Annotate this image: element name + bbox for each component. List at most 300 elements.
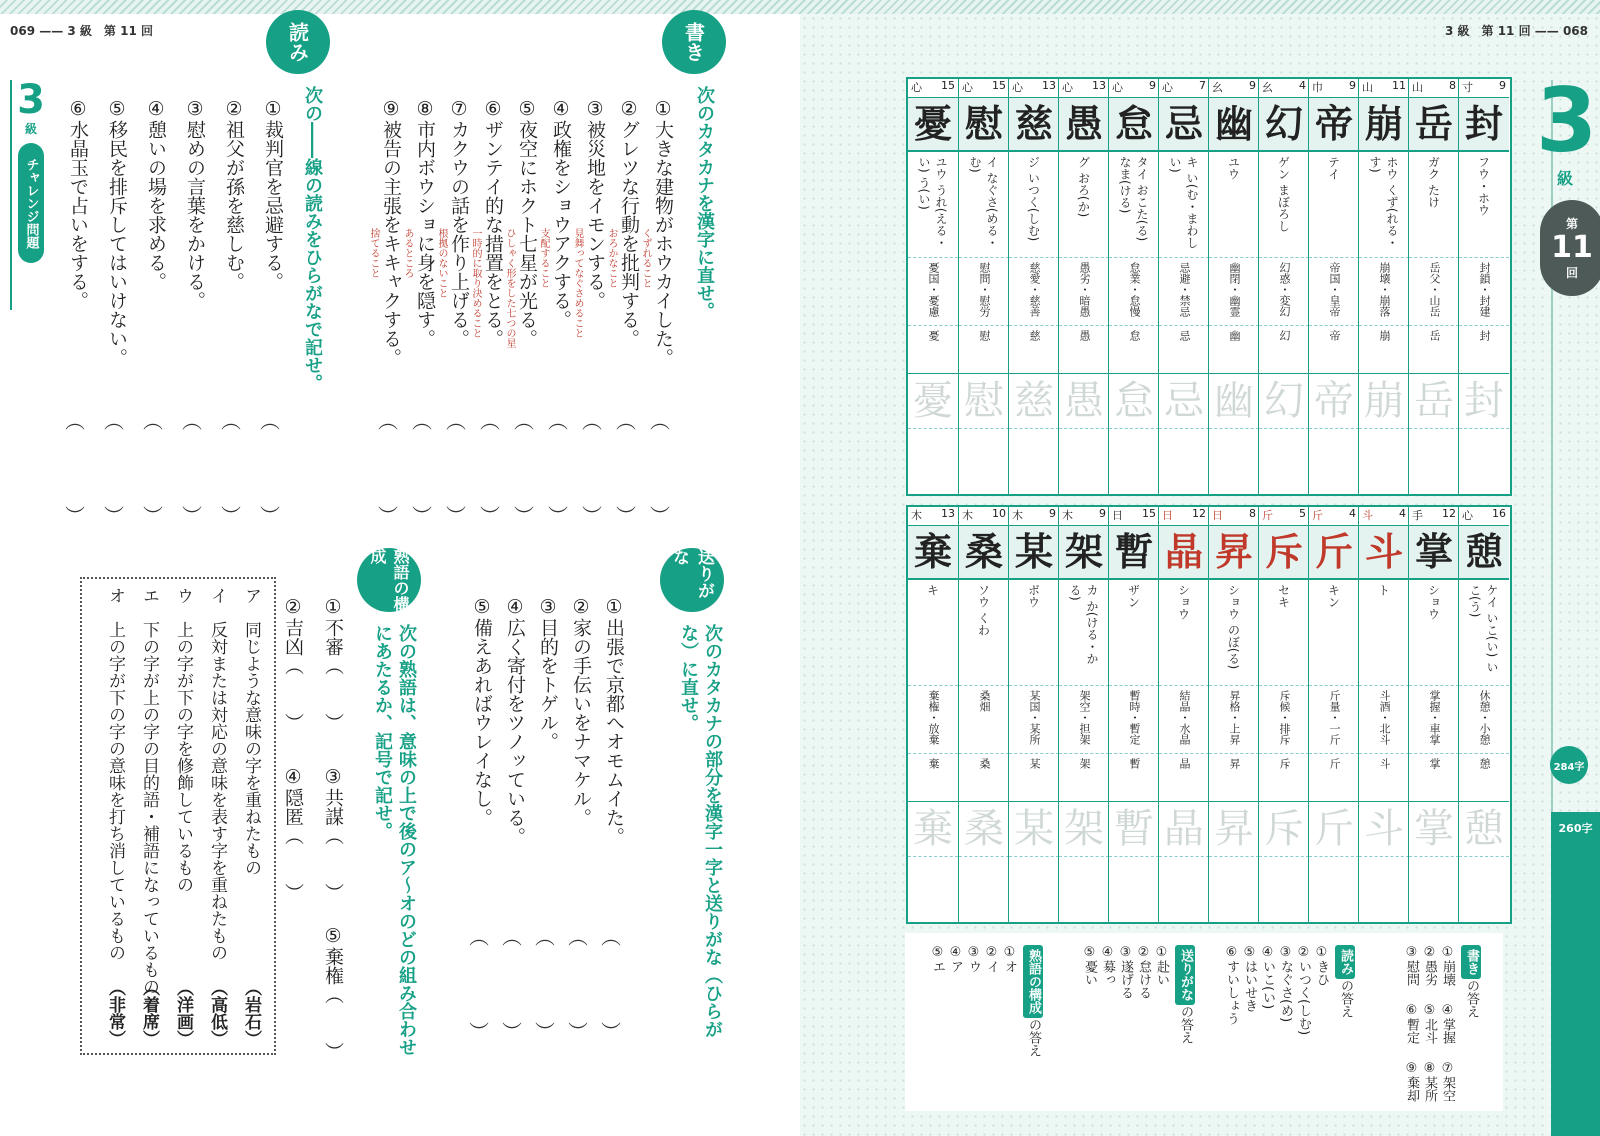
kanji-stroke-order: [1109, 326, 1159, 374]
kanji-examples: [1459, 258, 1509, 326]
kanji-character: 慈: [1009, 98, 1059, 152]
answer-okuri-3: ③遂げる: [1118, 945, 1133, 999]
kanji-examples-text: 昇格・上昇: [1228, 690, 1241, 745]
kaki-answer-paren-open: ︵: [446, 409, 466, 433]
kanji-practice-cell: [1059, 429, 1109, 475]
kanji_bottom-column-4: [1058, 507, 1109, 922]
kaki-answer-paren-open: ︵: [650, 409, 670, 433]
yomi-question-text: 移民を排斥してはいけない。: [106, 120, 128, 367]
stroke-order-glyph: 岳: [1428, 330, 1441, 341]
answer-label-sub: の答え: [1026, 1018, 1041, 1057]
kanji-practice-cell: [1309, 857, 1359, 903]
kanji-reading: [1259, 152, 1309, 258]
choice-example: （高低）: [207, 979, 227, 1047]
kanji-strokes: 16: [1492, 507, 1506, 520]
choice-key: イ: [207, 587, 227, 621]
kanji-examples-text: 帝国・皇帝: [1328, 262, 1341, 317]
kanji-radical: 手: [1412, 509, 1423, 522]
kanji-practice-cell: [1109, 429, 1159, 475]
answer-jukugo-3: ③ウ: [966, 945, 981, 973]
count-284-badge: 284字: [1550, 746, 1588, 784]
jukugo-question-number: ①: [322, 596, 344, 618]
kanji-reading: [1209, 580, 1259, 686]
kanji-header: [1259, 507, 1309, 526]
kanji-header: [1159, 507, 1209, 526]
okuri-question-number: ③: [537, 596, 559, 618]
kanji-header: [1409, 507, 1459, 526]
kanji-strokes: 8: [1449, 79, 1456, 92]
kanji-radical: 山: [1412, 81, 1423, 94]
kaki-question-note: 見舞ってなぐさめること: [572, 228, 583, 338]
yomi-answer-paren-open: ︵: [143, 409, 163, 433]
kanji-practice-cell: [1159, 429, 1209, 475]
kaki-question-text: グレツな行動を批判する。: [618, 120, 640, 348]
kanji-examples: [1409, 686, 1459, 754]
okuri-answer-paren-open: ︵: [601, 925, 621, 949]
choice-text: 上の字が下の字を修飾しているもの: [173, 621, 193, 893]
kanji-character: 斥: [1259, 526, 1309, 580]
kanji-character: 慰: [959, 98, 1009, 152]
kanji-examples: [1009, 258, 1059, 326]
kanji-strokes: 9: [1099, 507, 1106, 520]
answer-okuri-4: ④募っ: [1100, 945, 1115, 986]
kanji-examples-text: 慈愛・慈善: [1028, 262, 1041, 317]
kanji-strokes: 13: [1092, 79, 1106, 92]
answer-kaki-1: ①崩壊: [1440, 945, 1455, 986]
kanji_top-column-9: [1308, 79, 1359, 494]
kanji-examples-text: 幽閉・幽霊: [1228, 262, 1241, 317]
answer-jukugo-4: ④ア: [948, 945, 963, 973]
kanji-stroke-order: [1009, 754, 1059, 802]
kaki-question-9: [380, 98, 402, 367]
round-badge: [1540, 200, 1600, 296]
kanji-radical: 幺: [1262, 81, 1273, 94]
kanji-header: [1459, 507, 1509, 526]
kanji-trace-guide: 怠: [1109, 374, 1159, 429]
jukugo-question-5: [322, 925, 344, 1061]
stroke-order-glyph: 斗: [1378, 758, 1391, 769]
kanji-header: [1159, 79, 1209, 98]
okuri-answer-paren-open: ︵: [502, 925, 522, 949]
jukugo-question-number: ②: [282, 596, 304, 618]
kanji-practice-cell: [1009, 857, 1059, 903]
kanji-header: [1109, 507, 1159, 526]
choice-example: （着席）: [139, 979, 159, 1047]
kaki-question-number: ⑨: [380, 98, 402, 120]
kaki-question-number: ⑧: [414, 98, 436, 120]
stroke-order-glyph: 怠: [1128, 330, 1141, 341]
okuri-answer-paren-close: ︶: [469, 1020, 489, 1044]
stroke-order-glyph: 封: [1478, 330, 1491, 341]
kanji-reading-text: キン: [1326, 584, 1341, 608]
okuri-question-4: [504, 596, 526, 846]
kanji-reading-text: キ: [925, 584, 940, 596]
kanji-practice-cell: [959, 429, 1009, 475]
kanji-stroke-order: [1209, 754, 1259, 802]
kanji-strokes: 15: [1142, 507, 1156, 520]
kanji-reading-text: ショウ: [1426, 584, 1441, 620]
jukugo-question-text: 吉凶（ ）: [282, 618, 304, 732]
kanji-character: 某: [1009, 526, 1059, 580]
okuri-question-text: 備えあればウレイなし。: [471, 618, 493, 827]
kanji-reading: [1009, 152, 1059, 258]
right-level-kyu: 級: [1557, 169, 1574, 188]
kanji-reading: [1309, 152, 1359, 258]
stroke-order-glyph: 幽: [1228, 330, 1241, 341]
kanji-practice-cell: [1259, 429, 1309, 475]
kanji-character: 忌: [1159, 98, 1209, 152]
kanji-strokes: 9: [1149, 79, 1156, 92]
answer-label-text: 送りがな: [1175, 945, 1195, 1005]
kanji-trace-guide: 棄: [908, 802, 958, 857]
kanji_bottom-column-7: [1208, 507, 1259, 922]
okuri-question-2: [570, 596, 592, 827]
kaki-answer-paren-open: ︵: [480, 409, 500, 433]
stroke-order-glyph: 昇: [1228, 758, 1241, 769]
level-kyu: 級: [24, 122, 37, 136]
answer-jukugo-2: ②イ: [984, 945, 999, 973]
choice-example: （非常）: [105, 979, 125, 1047]
kanji-examples-text: 愚劣・暗愚: [1078, 262, 1091, 317]
kanji-strokes: 13: [1042, 79, 1056, 92]
kaki-question-note: くずれること: [640, 228, 651, 288]
answer-kaki-9: ⑨棄却: [1404, 1061, 1419, 1102]
kaki-answer-paren-close: ︶: [480, 504, 500, 528]
answer-kaki-4: ④掌握: [1440, 1003, 1455, 1044]
kanji-trace-guide: 斥: [1259, 802, 1309, 857]
kanji-table-top: [906, 77, 1512, 496]
choice-text: 上の字が下の字の意味を打ち消しているもの: [105, 621, 125, 961]
okuri-question-text: 目的をトゲル。: [537, 618, 559, 751]
kaki-question-6: [482, 98, 504, 348]
answer-jukugo-label: [1023, 945, 1043, 1057]
yomi-question-5: [106, 98, 128, 367]
stroke-order-glyph: 崩: [1378, 330, 1391, 341]
kanji-character: 愚: [1059, 98, 1109, 152]
kanji-reading: [1359, 152, 1409, 258]
choice-text: 下の字が上の字の目的語・補語になっているもの: [139, 621, 159, 995]
round-number: 11: [1551, 230, 1593, 265]
jukugo-question-text: 隠匿（ ）: [282, 788, 304, 902]
kanji-reading: [1059, 580, 1109, 686]
jukugo-choice-5: [104, 587, 125, 961]
kanji-character: 帝: [1309, 98, 1359, 152]
kanji-character: 暫: [1109, 526, 1159, 580]
kanji_bottom-column-10: [1358, 507, 1409, 922]
answer-kaki-label: [1461, 945, 1481, 1018]
kanji-reading-text: グ おろ(か): [1076, 156, 1091, 218]
yomi-question-2: [223, 98, 245, 291]
yomi-question-text: 憩いの場を求める。: [145, 120, 167, 291]
kanji-examples: [1109, 258, 1159, 326]
kanji-stroke-order: [1159, 754, 1209, 802]
jukugo-question-text: 共謀（ ）: [322, 788, 344, 902]
kanji_top-column-6: [1158, 79, 1209, 494]
stroke-order-glyph: 憂: [927, 330, 940, 341]
kanji-reading-text: ホウ くず(れる・す): [1368, 156, 1399, 249]
kanji-reading: [959, 580, 1009, 686]
answer-jukugo-5: ⑤エ: [930, 945, 945, 973]
yomi-answer-paren-close: ︶: [104, 504, 124, 528]
kanji-radical: 木: [911, 509, 922, 522]
kanji-character: 棄: [908, 526, 958, 580]
kanji-character: 桑: [959, 526, 1009, 580]
kaki-question-text: 被災地をイモンする。: [584, 120, 606, 310]
kanji-strokes: 13: [941, 507, 955, 520]
kaki-answer-paren-open: ︵: [616, 409, 636, 433]
kanji-radical: 幺: [1212, 81, 1223, 94]
kanji-radical: 木: [962, 509, 973, 522]
kanji-character: 憩: [1459, 526, 1509, 580]
okuri-answer-paren-open: ︵: [535, 925, 555, 949]
kanji_top-column-11: [1408, 79, 1459, 494]
kanji-character: 怠: [1109, 98, 1159, 152]
kanji-reading-text: ユウ: [1226, 156, 1241, 180]
kanji-strokes: 4: [1299, 79, 1306, 92]
kanji-examples: [959, 258, 1009, 326]
level-side-tab: [10, 77, 50, 310]
kanji-stroke-order: [1359, 326, 1409, 374]
kanji-examples-text: 斤量・一斤: [1328, 690, 1341, 745]
kanji-trace-guide: 慈: [1009, 374, 1059, 429]
kaki-question-2: [618, 98, 640, 348]
kanji-examples: [1159, 258, 1209, 326]
kanji-practice-cell: [1209, 429, 1259, 475]
kanji-strokes: 4: [1349, 507, 1356, 520]
kanji-strokes: 7: [1199, 79, 1206, 92]
kanji-examples: [908, 258, 958, 326]
stroke-order-glyph: 掌: [1428, 758, 1441, 769]
kanji-stroke-order: [1409, 754, 1459, 802]
kanji-header: [1209, 79, 1259, 98]
kanji-practice-cell: [1409, 857, 1459, 903]
kanji-strokes: 9: [1499, 79, 1506, 92]
kanji-examples-text: 忌避・禁忌: [1178, 262, 1191, 317]
kaki-question-note: ひしゃく形をした七つの星: [504, 228, 515, 348]
kaki-answer-paren-close: ︶: [514, 504, 534, 528]
kanji-header: [1359, 79, 1409, 98]
kanji-strokes: 9: [1349, 79, 1356, 92]
kanji-trace-guide: 帝: [1309, 374, 1359, 429]
kaki-question-8: [414, 98, 436, 348]
answer-jukugo-1: ①オ: [1002, 945, 1017, 973]
okuri-question-text: 広く寄付をツノッている。: [504, 618, 526, 846]
yomi-answer-paren-open: ︵: [182, 409, 202, 433]
stroke-order-glyph: 慈: [1028, 330, 1041, 341]
stroke-order-glyph: 暫: [1128, 758, 1141, 769]
answer-kaki-7: ⑦架空: [1440, 1061, 1455, 1102]
okuri-question-1: [603, 596, 625, 846]
kanji-reading: [1109, 152, 1159, 258]
kaki-instruction: 次のカタカナを漢字に直せ。: [694, 86, 715, 320]
kanji-reading-text: セキ: [1276, 584, 1291, 608]
yomi-answer-paren-close: ︶: [221, 504, 241, 528]
kanji-examples-text: 怠業・怠慢: [1128, 262, 1141, 317]
kaki-question-text: 大きな建物がホウカイした。: [652, 120, 674, 367]
yomi-question-1: [262, 98, 284, 291]
kanji-header: [908, 79, 958, 98]
answer-label-text: 書き: [1461, 945, 1481, 979]
stroke-order-glyph: 架: [1078, 758, 1091, 769]
kanji-strokes: 15: [992, 79, 1006, 92]
kaki-answer-paren-close: ︶: [378, 504, 398, 528]
kanji-reading: [1259, 580, 1309, 686]
kanji-trace-guide: 某: [1009, 802, 1059, 857]
answer-yomi-5: ⑤はいせき: [1242, 945, 1257, 1012]
kanji-stroke-order: [1009, 326, 1059, 374]
kanji-strokes: 12: [1442, 507, 1456, 520]
kanji-reading: [1359, 580, 1409, 686]
kanji-examples-text: 休憩・小憩: [1478, 690, 1491, 745]
kanji-character: 晶: [1159, 526, 1209, 580]
kanji-reading-text: ソウ くわ: [976, 584, 991, 636]
kanji-examples: [1259, 258, 1309, 326]
kanji-practice-cell: [1359, 429, 1409, 475]
okuri-question-text: 家の手伝いをナマケル。: [570, 618, 592, 827]
kanji-character: 封: [1459, 98, 1509, 152]
kanji-character: 斤: [1309, 526, 1359, 580]
kanji-strokes: 12: [1192, 507, 1206, 520]
okuri-question-3: [537, 596, 559, 751]
kanji-examples-text: 慰問・慰労: [978, 262, 991, 317]
jukugo-choice-2: [206, 587, 227, 961]
kaki-question-note: 捨てること: [368, 228, 379, 278]
kanji-reading: [1159, 580, 1209, 686]
kanji-header: [908, 507, 958, 526]
kanji-reading-text: ケイ いこ(い) いこ(う): [1468, 584, 1499, 673]
choice-key: エ: [139, 587, 159, 621]
kanji-radical: 寸: [1462, 81, 1473, 94]
kanji-examples-text: 暫時・暫定: [1128, 690, 1141, 745]
answer-okuri-label: [1175, 945, 1195, 1044]
kaki-question-note: おろかなこと: [606, 228, 617, 288]
kanji-radical: 山: [1362, 81, 1373, 94]
kanji-examples-text: 岳父・山岳: [1428, 262, 1441, 317]
stroke-order-glyph: 某: [1028, 758, 1041, 769]
kanji-radical: 日: [1212, 509, 1223, 522]
okuri-question-number: ①: [603, 596, 625, 618]
kanji-practice-cell: [1259, 857, 1309, 903]
kanji-examples: [1209, 686, 1259, 754]
kanji-examples: [1359, 686, 1409, 754]
answer-okuri-2: ②怠ける: [1136, 945, 1151, 999]
kaki-question-number: ②: [618, 98, 640, 120]
kaki-answer-paren-close: ︶: [582, 504, 602, 528]
kanji-examples: [1359, 258, 1409, 326]
kanji-radical: 心: [1162, 81, 1173, 94]
kanji_bottom-column-1: [908, 507, 958, 922]
kaki-answer-paren-open: ︵: [582, 409, 602, 433]
yomi-answer-paren-close: ︶: [182, 504, 202, 528]
stroke-order-glyph: 帝: [1328, 330, 1341, 341]
kanji-radical: 巾: [1312, 81, 1323, 94]
yomi-answer-paren-open: ︵: [65, 409, 85, 433]
kanji-examples-text: 桑畑: [978, 690, 991, 712]
kanji-reading: [1159, 152, 1209, 258]
kanji-examples-text: 斗酒・北斗: [1378, 690, 1391, 745]
kanji-examples: [1459, 686, 1509, 754]
jukugo-question-4: [282, 766, 304, 902]
yomi-question-number: ⑥: [67, 98, 89, 120]
kaki-answer-paren-open: ︵: [378, 409, 398, 433]
yomi-question-number: ③: [184, 98, 206, 120]
kanji-stroke-order: [1109, 754, 1159, 802]
kanji-reading: [908, 152, 958, 258]
yomi-answer-paren-close: ︶: [260, 504, 280, 528]
kanji-character: 架: [1059, 526, 1109, 580]
answer-kaki-3: ③慰問: [1404, 945, 1419, 986]
section-okuri-circle: 送りがな: [660, 548, 724, 612]
okuri-answer-paren-close: ︶: [601, 1020, 621, 1044]
stroke-order-glyph: 憩: [1478, 758, 1491, 769]
kanji_bottom-column-11: [1408, 507, 1459, 922]
answer-label-text: 読み: [1335, 945, 1355, 979]
kanji_bottom-column-6: [1158, 507, 1209, 922]
kanji_top-column-1: [908, 79, 958, 494]
jukugo-question-number: ③: [322, 766, 344, 788]
kanji-examples: [1009, 686, 1059, 754]
kanji-examples: [1159, 686, 1209, 754]
kaki-question-text: 夜空にホクト七星が光る。: [516, 120, 538, 348]
kanji-practice-cell: [1159, 857, 1209, 903]
okuri-answer-paren-close: ︶: [502, 1020, 522, 1044]
okuri-answer-paren-open: ︵: [469, 925, 489, 949]
kanji-reading-text: ボウ: [1026, 584, 1041, 608]
kanji-radical: 木: [1062, 509, 1073, 522]
kanji-header: [1009, 507, 1059, 526]
kanji-reading-text: テイ: [1326, 156, 1341, 180]
kanji-header: [1459, 79, 1509, 98]
okuri-answer-paren-open: ︵: [568, 925, 588, 949]
kaki-question-3: [584, 98, 606, 310]
kanji-stroke-order: [1259, 326, 1309, 374]
kanji-examples-text: 崩壊・崩落: [1378, 262, 1391, 317]
kaki-question-1: [652, 98, 674, 367]
kaki-question-number: ④: [550, 98, 572, 120]
kanji_bottom-column-2: [958, 507, 1009, 922]
stroke-order-glyph: 桑: [978, 758, 991, 769]
jukugo-choices-box: [80, 577, 276, 1055]
kaki-question-note: 支配すること: [538, 228, 549, 288]
answer-kaki-2: ②愚劣: [1422, 945, 1437, 986]
kanji-character: 幻: [1259, 98, 1309, 152]
yomi-question-text: 裁判官を忌避する。: [262, 120, 284, 291]
kanji-radical: 木: [1012, 509, 1023, 522]
kanji-trace-guide: 昇: [1209, 802, 1259, 857]
stroke-order-glyph: 斥: [1278, 758, 1291, 769]
kanji-strokes: 5: [1299, 507, 1306, 520]
running-head-right: 3 級 第 11 回 —— 068: [1445, 24, 1588, 38]
kanji-reading-text: ゲン まぼろし: [1276, 156, 1291, 232]
kaki-answer-paren-close: ︶: [446, 504, 466, 528]
kanji-examples: [959, 686, 1009, 754]
kaki-answer-paren-open: ︵: [412, 409, 432, 433]
kanji-examples: [1209, 258, 1259, 326]
kaki-answer-paren-open: ︵: [514, 409, 534, 433]
yomi-question-3: [184, 98, 206, 310]
stroke-order-glyph: 幻: [1278, 330, 1291, 341]
kanji-header: [1259, 79, 1309, 98]
kaki-question-note: 根拠のないこと: [436, 228, 447, 298]
section-jukugo-circle: 熟語の構成: [357, 548, 421, 612]
kanji_top-column-10: [1358, 79, 1409, 494]
kanji-reading-text: ショウ: [1176, 584, 1191, 620]
kanji-examples-text: 掌握・車掌: [1428, 690, 1441, 745]
kaki-question-number: ①: [652, 98, 674, 120]
kanji-examples-text: 憂国・憂慮: [927, 262, 940, 317]
answer-kaki-8: ⑧某所: [1422, 1061, 1437, 1102]
kanji-practice-cell: [1059, 857, 1109, 903]
